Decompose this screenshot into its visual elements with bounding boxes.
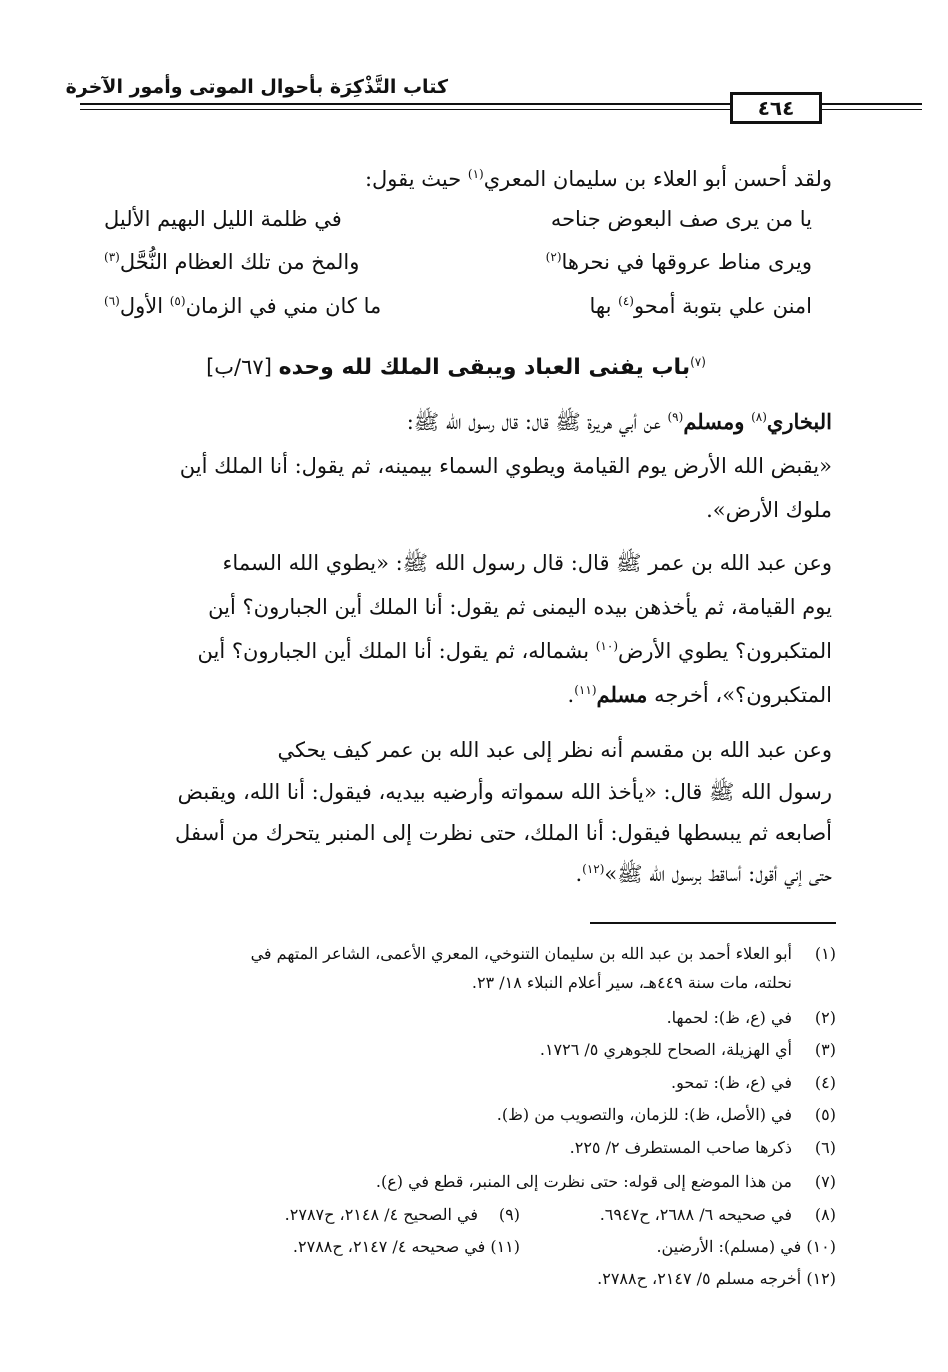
footnote-9-number: (٩) [498,1205,520,1224]
para3-line4 [575,859,832,889]
verse-2-right-text: ويرى مناط عروقها في نحرها [561,250,812,274]
footnote-ref: (٣) [104,250,120,264]
para1-line3: ملوك الأرض». [706,498,832,522]
source-muslim: مسلم [596,682,648,707]
chapter-heading [176,355,736,380]
verse-1-left: في ظلمة الليل البهيم الأليل [104,207,342,231]
para2-text: بشماله، ثم يقول: أنا الملك أين الجبارون؟ أين [197,639,590,663]
chapter-title: باب يفنى العباد ويبقى الملك لله وحده [278,355,691,380]
verse-3-right-tail: بها [589,294,612,318]
footnote-3: أي الهزيلة، الصحاح للجوهري ٥/ ١٧٢٦. [539,1040,792,1059]
footnote-ref: (٨) [751,410,767,424]
punctuation: . [567,683,575,707]
footnote-11: (١١) في صحيحه ٤/ ٢١٤٧، ح٢٧٨٨. [292,1237,520,1256]
para1-line1 [407,407,832,437]
verse-3-right-text: امنن علي بتوبة أمحو [633,294,812,318]
verse-3-left-tail: الأول [119,294,164,318]
para2-line4 [568,680,832,710]
footnote-12: (١٢) أخرجه مسلم ٥/ ٢١٤٧، ح٢٧٨٨. [597,1269,836,1288]
source-muslim: ومسلم [683,409,745,434]
footnote-ref: (١١) [574,683,597,697]
para2-text: المتكبرون؟»، أخرجه [654,683,832,707]
para1-text: عن أبي هريرة ﷺ قال: قال رسول الله ﷺ: [406,410,661,434]
footnote-ref: (١٠) [595,639,618,653]
footnote-7: من هذا الموضع إلى قوله: حتى نظرت إلى المنبر، قطع في (ع). [375,1172,792,1191]
footnote-1: أبو العلاء أحمد بن عبد الله بن سليمان التنوخي، المعري الأعمى، الشاعر المتهم في [250,944,792,963]
footnote-1-number: (١) [814,944,836,963]
footnote-3-number: (٣) [814,1040,836,1059]
footnote-ref: (٥) [169,294,186,308]
intro-text: ولقد أحسن أبو العلاء بن سليمان المعري [483,167,832,191]
para3-line1: وعن عبد الله بن مقسم أنه نظر إلى عبد الله بن عمر كيف يحكي [277,738,832,762]
footnote-6: ذكرها صاحب المستطرف ٢/ ٢٢٥. [569,1138,792,1157]
para1-line2: «يقبض الله الأرض يوم القيامة ويطوي السماء بيمينه، ثم يقول: أنا الملك أين [179,454,832,478]
para2-line2: يوم القيامة، ثم يأخذهن بيده اليمنى ثم يقول: أنا الملك أين الجبارون؟ أين [208,595,832,619]
punctuation: . [575,862,583,886]
footnote-4-number: (٤) [814,1073,836,1092]
verse-1-right: يا من يرى صف البعوض جناحه [550,207,812,231]
para3-line3: أصابعه ثم يبسطها فيقول: أنا الملك، حتى نظرت إلى المنبر يتحرك من أسفل [175,821,832,845]
footnote-1-cont: نحلته، مات سنة ٤٤٩هـ، سير أعلام النبلاء ١٨/ ٢٣. [471,973,792,992]
footnote-ref: (٤) [618,294,634,308]
footnote-6-number: (٦) [814,1138,836,1157]
footnote-2: في (ع، ظ): لحمها. [666,1008,792,1027]
source-bukhari: البخاري [766,409,832,434]
para2-text: المتكبرون؟ يطوي الأرض [618,639,832,663]
footnote-separator [590,922,836,924]
intro-line [365,164,832,194]
para2-line1: وعن عبد الله بن عمر ﷺ قال: قال رسول الله ﷺ: «يطوي الله السماء [222,551,832,575]
para2-line3 [197,636,832,666]
verse-3-right [590,294,813,318]
manuscript-ref: [٦٧/ب] [206,355,272,379]
page-number: ٤٦٤ [730,92,822,124]
para3-line2: رسول الله ﷺ قال: «يأخذ الله سمواته وأرضيه بيديه، فيقول: أنا الله، ويقبض [177,780,832,804]
footnote-ref: (٧) [690,355,706,369]
intro-tail: حيث يقول: [364,167,462,191]
footnote-2-number: (٢) [814,1008,836,1027]
footnote-ref: (٢) [545,250,562,264]
footnote-4: في (ع، ظ): تمحو. [670,1073,792,1092]
footnote-9: في الصحيح ٤/ ٢١٤٨، ح٢٧٨٧. [284,1205,478,1224]
para3-text: حتى إني أقول: أساقط برسول الله ﷺ» [604,862,832,886]
footnote-7-number: (٧) [814,1172,836,1191]
footnote-8-number: (٨) [814,1205,836,1224]
footnote-5-number: (٥) [814,1105,836,1124]
running-header-title: كتاب التَّذْكِرَة بأحوال الموتى وأمور الآخرة [65,76,448,98]
footnote-5: في (الأصل، ظ): للزمان، والتصويب من (ظ). [496,1105,792,1124]
verse-3-left [104,294,381,318]
footnote-ref: (١) [467,167,484,181]
verse-2-right [546,250,812,274]
verse-2-left [104,250,359,274]
footnote-8: في صحيحه ٦/ ٢٦٨٨، ح٦٩٤٧. [599,1205,792,1224]
verse-2-left-text: والمخ من تلك العظام النُّحَّل [119,250,360,274]
footnote-ref: (١٢) [582,862,605,876]
footnote-10: (١٠) في (مسلم): الأرضين. [656,1237,836,1256]
verse-3-left-text: ما كان مني في الزمان [185,294,382,318]
footnote-ref: (٦) [104,294,120,308]
footnote-ref: (٩) [667,410,684,424]
